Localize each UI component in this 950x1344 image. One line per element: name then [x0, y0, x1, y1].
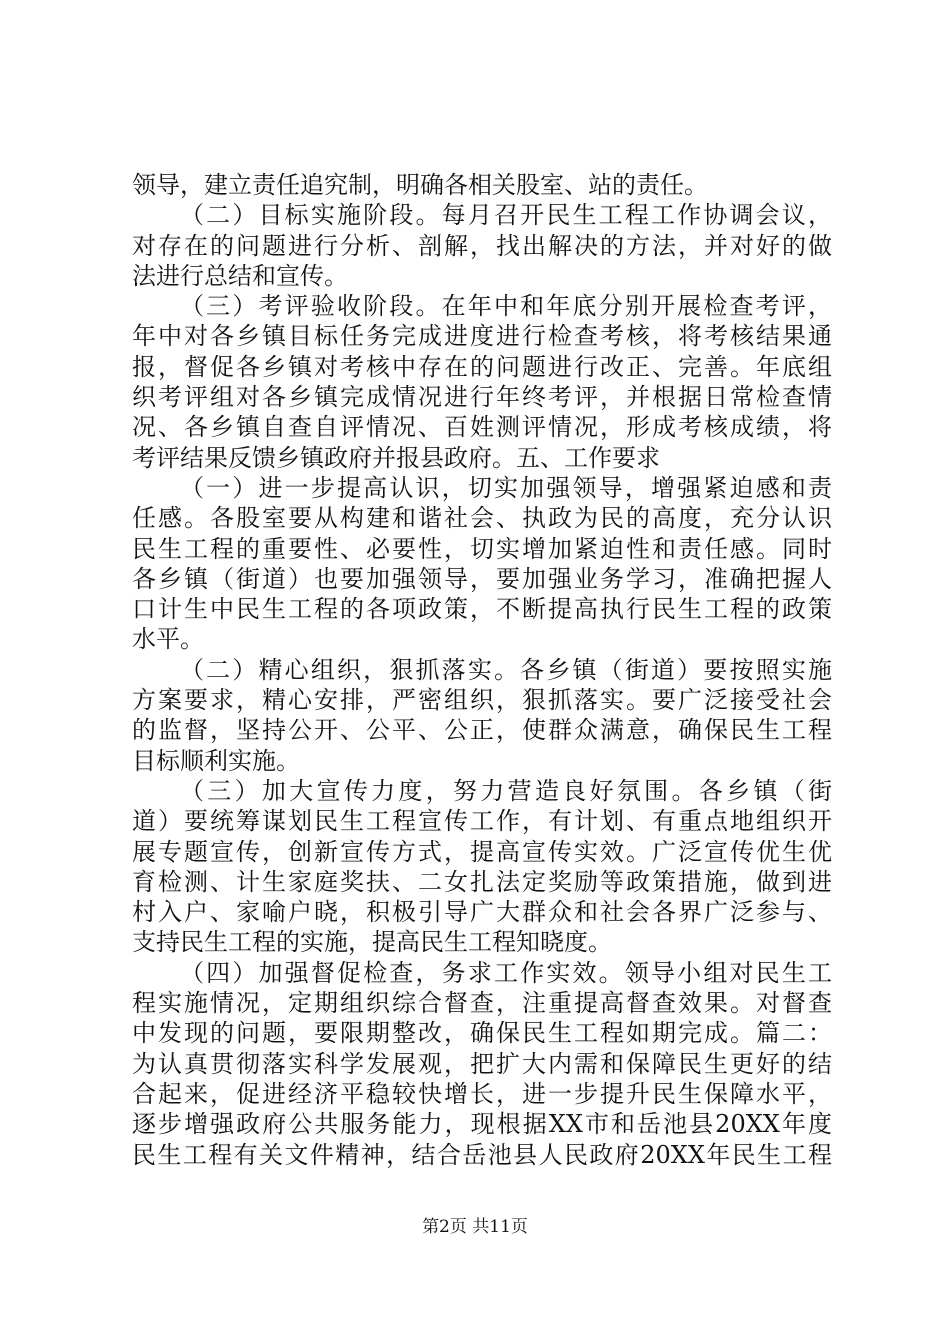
text-line: 年中对各乡镇目标任务完成进度进行检查考核，将考核结果通: [132, 322, 832, 351]
text-line: 目标顺利实施。: [132, 746, 300, 775]
text-line: 各乡镇（街道）也要加强领导，要加强业务学习，准确把握人: [132, 564, 832, 593]
text-line: 民生工程的重要性、必要性，切实增加紧迫性和责任感。同时: [132, 534, 832, 563]
text-line: 逐步增强政府公共服务能力，现根据XX市和岳池县20XX年度: [132, 1110, 832, 1139]
text-line: 报，督促各乡镇对考核中存在的问题进行改正、完善。年底组: [132, 352, 832, 381]
text-line: 程实施情况，定期组织综合督查，注重提高督查效果。对督查: [132, 989, 832, 1018]
text-line: （四）加强督促检查，务求工作实效。领导小组对民生工: [180, 958, 832, 987]
text-line: 展专题宣传，创新宣传方式，提高宣传实效。广泛宣传优生优: [132, 837, 832, 866]
text-line: 水平。: [132, 625, 204, 654]
text-line: 领导，建立责任追究制，明确各相关股室、站的责任。: [132, 171, 708, 199]
text-line: （二）精心组织，狠抓落实。各乡镇（街道）要按照实施: [180, 655, 832, 684]
text-line: 织考评组对各乡镇完成情况进行年终考评，并根据日常检查情: [132, 383, 832, 412]
text-line: 的监督，坚持公开、公平、公正，使群众满意，确保民生工程: [132, 716, 832, 745]
text-line: 口计生中民生工程的各项政策，不断提高执行民生工程的政策: [132, 595, 832, 624]
document-body: [132, 170, 832, 1170]
text-line: 村入户、家喻户晓，积极引导广大群众和社会各界广泛参与、: [132, 898, 832, 927]
text-line: 道）要统筹谋划民生工程宣传工作，有计划、有重点地组织开: [132, 807, 832, 836]
text-line: 对存在的问题进行分析、剖解，找出解决的方法，并对好的做: [132, 231, 832, 260]
text-line: （三）加大宣传力度，努力营造良好氛围。各乡镇（街: [180, 776, 832, 805]
text-line: 民生工程有关文件精神，结合岳池县人民政府20XX年民生工程: [132, 1140, 832, 1169]
page-footer: 第2页 共11页: [422, 1217, 528, 1237]
text-line: 况、各乡镇自查自评情况、百姓测评情况，形成考核成绩，将: [132, 413, 832, 442]
text-line: 方案要求，精心安排，严密组织，狠抓落实。要广泛接受社会: [132, 686, 832, 715]
text-line: 育检测、计生家庭奖扶、二女扎法定奖励等政策措施，做到进: [132, 867, 832, 896]
text-line: （一）进一步提高认识，切实加强领导，增强紧迫感和责: [180, 473, 832, 502]
text-line: 为认真贯彻落实科学发展观，把扩大内需和保障民生更好的结: [132, 1049, 832, 1078]
text-line: （三）考评验收阶段。在年中和年底分别开展检查考评，: [180, 292, 832, 321]
text-line: 任感。各股室要从构建和谐社会、执政为民的高度，充分认识: [132, 504, 832, 533]
text-line: 合起来，促进经济平稳较快增长，进一步提升民生保障水平，: [132, 1079, 832, 1108]
text-line: 考评结果反馈乡镇政府并报县政府。五、工作要求: [132, 443, 660, 472]
text-line: 法进行总结和宣传。: [132, 261, 348, 290]
text-line: 支持民生工程的实施，提高民生工程知晓度。: [132, 928, 612, 957]
text-line: 中发现的问题，要限期整改，确保民生工程如期完成。篇二：: [132, 1019, 832, 1048]
text-line: （二）目标实施阶段。每月召开民生工程工作协调会议，: [180, 201, 832, 230]
